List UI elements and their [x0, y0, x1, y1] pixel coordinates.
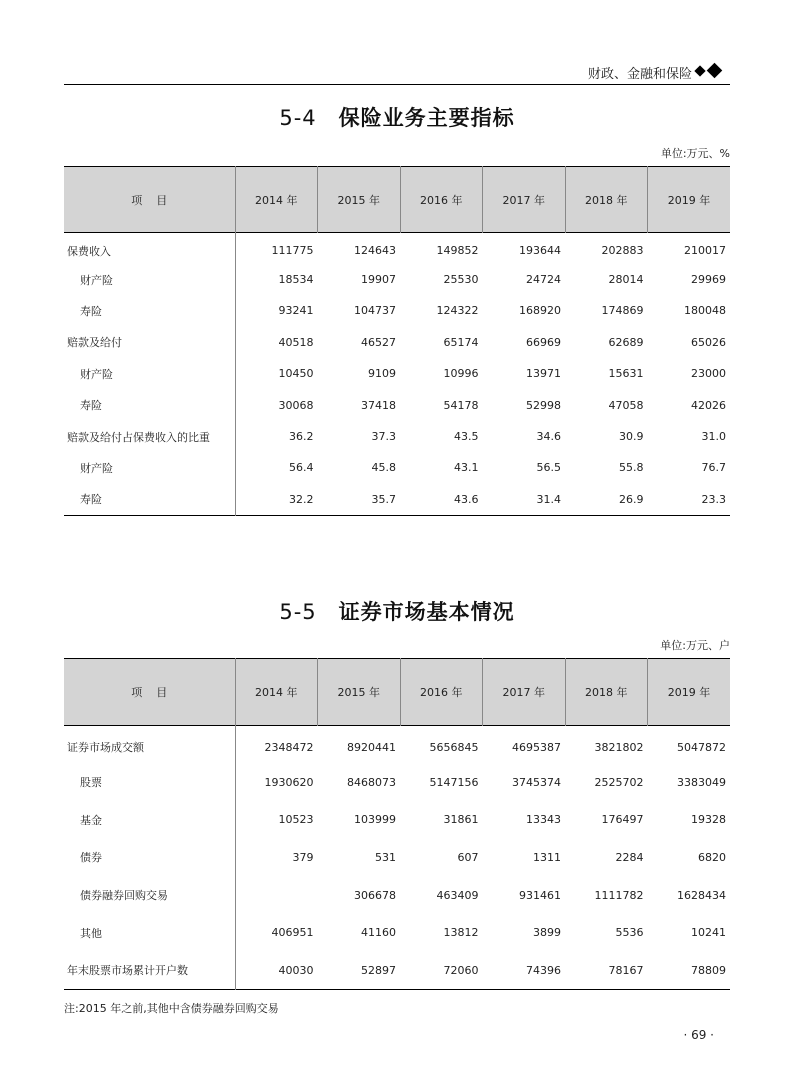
table-row [64, 389, 730, 420]
cell-value: 93241 [278, 304, 314, 318]
row-label: 寿险 [64, 295, 235, 326]
cell-value: 31.4 [536, 492, 561, 506]
cell-value: 78167 [608, 963, 644, 977]
cell-value [235, 876, 318, 914]
cell-value: 13812 [443, 926, 479, 940]
cell-value: 5147156 [429, 775, 479, 789]
table1-title [64, 102, 730, 132]
column-header: 2016 年 [400, 167, 483, 233]
cell-value: 6820 [698, 850, 726, 864]
cell-value: 124322 [436, 304, 479, 318]
cell-value: 5536 [615, 926, 644, 940]
cell-value: 56.4 [289, 461, 314, 475]
cell-value: 56.5 [536, 461, 561, 475]
cell-value: 41160 [361, 926, 396, 940]
cell-value: 30.9 [619, 430, 644, 444]
cell-value: 111775 [271, 244, 314, 258]
cell-value: 210017 [684, 244, 726, 258]
cell-value: 30068 [278, 398, 314, 412]
row-label: 寿险 [64, 389, 235, 420]
cell-value: 43.6 [454, 492, 479, 506]
cell-value: 35.7 [371, 492, 396, 506]
table1-title-text: 保险业务主要指标 [338, 106, 515, 130]
cell-value: 47058 [608, 398, 644, 412]
cell-value: 23.3 [701, 492, 726, 506]
column-header: 项 目 [64, 167, 235, 233]
cell-value: 463409 [436, 888, 479, 902]
cell-value: 45.8 [371, 461, 396, 475]
row-label: 财产险 [64, 358, 235, 389]
cell-value: 8468073 [347, 775, 396, 789]
row-label: 财产险 [64, 264, 235, 295]
cell-value: 76.7 [701, 461, 726, 475]
cell-value: 52897 [361, 963, 396, 977]
cell-value: 37418 [361, 398, 396, 412]
cell-value: 18534 [278, 273, 314, 287]
table1-unit: 单位:万元、% [660, 147, 730, 160]
cell-value: 4695387 [512, 740, 561, 754]
cell-value: 36.2 [289, 430, 314, 444]
cell-value: 23000 [691, 367, 726, 381]
cell-value: 65174 [443, 335, 479, 349]
cell-value: 31.0 [701, 430, 726, 444]
table2-unit: 单位:万元、户 [660, 639, 730, 652]
cell-value: 607 [457, 850, 479, 864]
cell-value: 42026 [691, 398, 726, 412]
cell-value: 37.3 [371, 430, 396, 444]
cell-value: 1930620 [264, 775, 314, 789]
table1-header-row [64, 167, 730, 233]
column-header: 2016 年 [400, 659, 483, 726]
row-label: 股票 [64, 763, 235, 801]
table2-title-text: 证券市场基本情况 [338, 600, 515, 624]
column-header: 2014 年 [235, 659, 318, 726]
cell-value: 10996 [443, 367, 479, 381]
table-row [64, 358, 730, 389]
section-name: 财政、金融和保险 [587, 67, 692, 82]
row-label: 寿险 [64, 484, 235, 515]
column-header: 2014 年 [235, 167, 318, 233]
cell-value: 931461 [519, 888, 561, 902]
cell-value: 29969 [691, 273, 726, 287]
table-row [64, 801, 730, 839]
table-row [64, 839, 730, 877]
row-label: 财产险 [64, 452, 235, 483]
table-row [64, 421, 730, 452]
row-label: 保费收入 [64, 233, 235, 264]
table-row [64, 484, 730, 515]
cell-value: 74396 [526, 963, 561, 977]
cell-value: 202883 [601, 244, 644, 258]
table1-number: 5-4 [279, 106, 317, 130]
cell-value: 2525702 [594, 775, 644, 789]
table2-header-row [64, 659, 730, 726]
cell-value: 3899 [533, 926, 561, 940]
cell-value: 13343 [526, 813, 561, 827]
cell-value: 9109 [368, 367, 396, 381]
cell-value: 46527 [361, 335, 396, 349]
cell-value: 379 [292, 850, 314, 864]
column-header: 2015 年 [318, 167, 401, 233]
cell-value: 174869 [601, 304, 644, 318]
diamond-ornament-icon [694, 64, 728, 78]
table2-title [64, 596, 730, 626]
column-header: 项 目 [64, 659, 235, 726]
insurance-indicators-table [64, 166, 730, 516]
row-label: 其他 [64, 914, 235, 952]
cell-value: 1628434 [677, 888, 726, 902]
cell-value: 62689 [608, 335, 644, 349]
column-header: 2015 年 [318, 659, 401, 726]
row-label: 证券市场成交额 [64, 726, 235, 764]
cell-value: 2284 [615, 850, 644, 864]
cell-value: 531 [375, 850, 396, 864]
cell-value: 43.1 [454, 461, 479, 475]
running-header [64, 58, 730, 85]
cell-value: 55.8 [619, 461, 644, 475]
table-row [64, 233, 730, 264]
row-label: 基金 [64, 801, 235, 839]
row-label: 年末股票市场累计开户数 [64, 952, 235, 990]
cell-value: 15631 [608, 367, 644, 381]
cell-value: 8920441 [347, 740, 396, 754]
cell-value: 28014 [608, 273, 644, 287]
cell-value: 10450 [278, 367, 314, 381]
column-header: 2017 年 [483, 167, 566, 233]
table-row [64, 327, 730, 358]
cell-value: 306678 [354, 888, 396, 902]
cell-value: 19907 [361, 273, 396, 287]
row-label: 赔款及给付占保费收入的比重 [64, 421, 235, 452]
cell-value: 32.2 [289, 492, 314, 506]
cell-value: 168920 [519, 304, 561, 318]
cell-value: 52998 [526, 398, 561, 412]
cell-value: 78809 [691, 963, 726, 977]
cell-value: 25530 [443, 273, 479, 287]
table-row [64, 264, 730, 295]
cell-value: 5047872 [677, 740, 726, 754]
securities-market-table [64, 658, 730, 990]
cell-value: 2348472 [264, 740, 314, 754]
row-label: 债券融券回购交易 [64, 876, 235, 914]
cell-value: 66969 [526, 335, 561, 349]
table-row [64, 914, 730, 952]
cell-value: 1311 [533, 850, 561, 864]
cell-value: 5656845 [429, 740, 479, 754]
cell-value: 124643 [354, 244, 396, 258]
cell-value: 65026 [691, 335, 726, 349]
cell-value: 10241 [691, 926, 726, 940]
cell-value: 54178 [443, 398, 479, 412]
cell-value: 3821802 [594, 740, 644, 754]
column-header: 2019 年 [648, 659, 731, 726]
table2-number: 5-5 [279, 600, 317, 624]
cell-value: 406951 [271, 926, 314, 940]
table-row [64, 763, 730, 801]
cell-value: 26.9 [619, 492, 644, 506]
cell-value: 72060 [443, 963, 479, 977]
cell-value: 40518 [278, 335, 314, 349]
column-header: 2017 年 [483, 659, 566, 726]
cell-value: 193644 [519, 244, 561, 258]
cell-value: 1111782 [594, 888, 644, 902]
row-label: 赔款及给付 [64, 327, 235, 358]
cell-value: 3383049 [677, 775, 726, 789]
table-row [64, 452, 730, 483]
cell-value: 43.5 [454, 430, 479, 444]
table-row [64, 876, 730, 914]
cell-value: 103999 [354, 813, 396, 827]
column-header: 2019 年 [648, 167, 731, 233]
row-label: 债券 [64, 839, 235, 877]
cell-value: 24724 [526, 273, 561, 287]
column-header: 2018 年 [565, 167, 648, 233]
cell-value: 13971 [526, 367, 561, 381]
cell-value: 10523 [278, 813, 314, 827]
cell-value: 3745374 [512, 775, 561, 789]
footnote: 注:2015 年之前,其他中含债券融券回购交易 [64, 1002, 279, 1015]
cell-value: 176497 [601, 813, 644, 827]
cell-value: 19328 [691, 813, 726, 827]
cell-value: 104737 [354, 304, 396, 318]
cell-value: 149852 [436, 244, 479, 258]
table-row [64, 726, 730, 764]
page-number: · 69 · [683, 1028, 714, 1042]
table-row [64, 952, 730, 990]
cell-value: 40030 [278, 963, 314, 977]
column-header: 2018 年 [565, 659, 648, 726]
table-row [64, 295, 730, 326]
cell-value: 180048 [684, 304, 726, 318]
cell-value: 34.6 [536, 430, 561, 444]
cell-value: 31861 [443, 813, 479, 827]
